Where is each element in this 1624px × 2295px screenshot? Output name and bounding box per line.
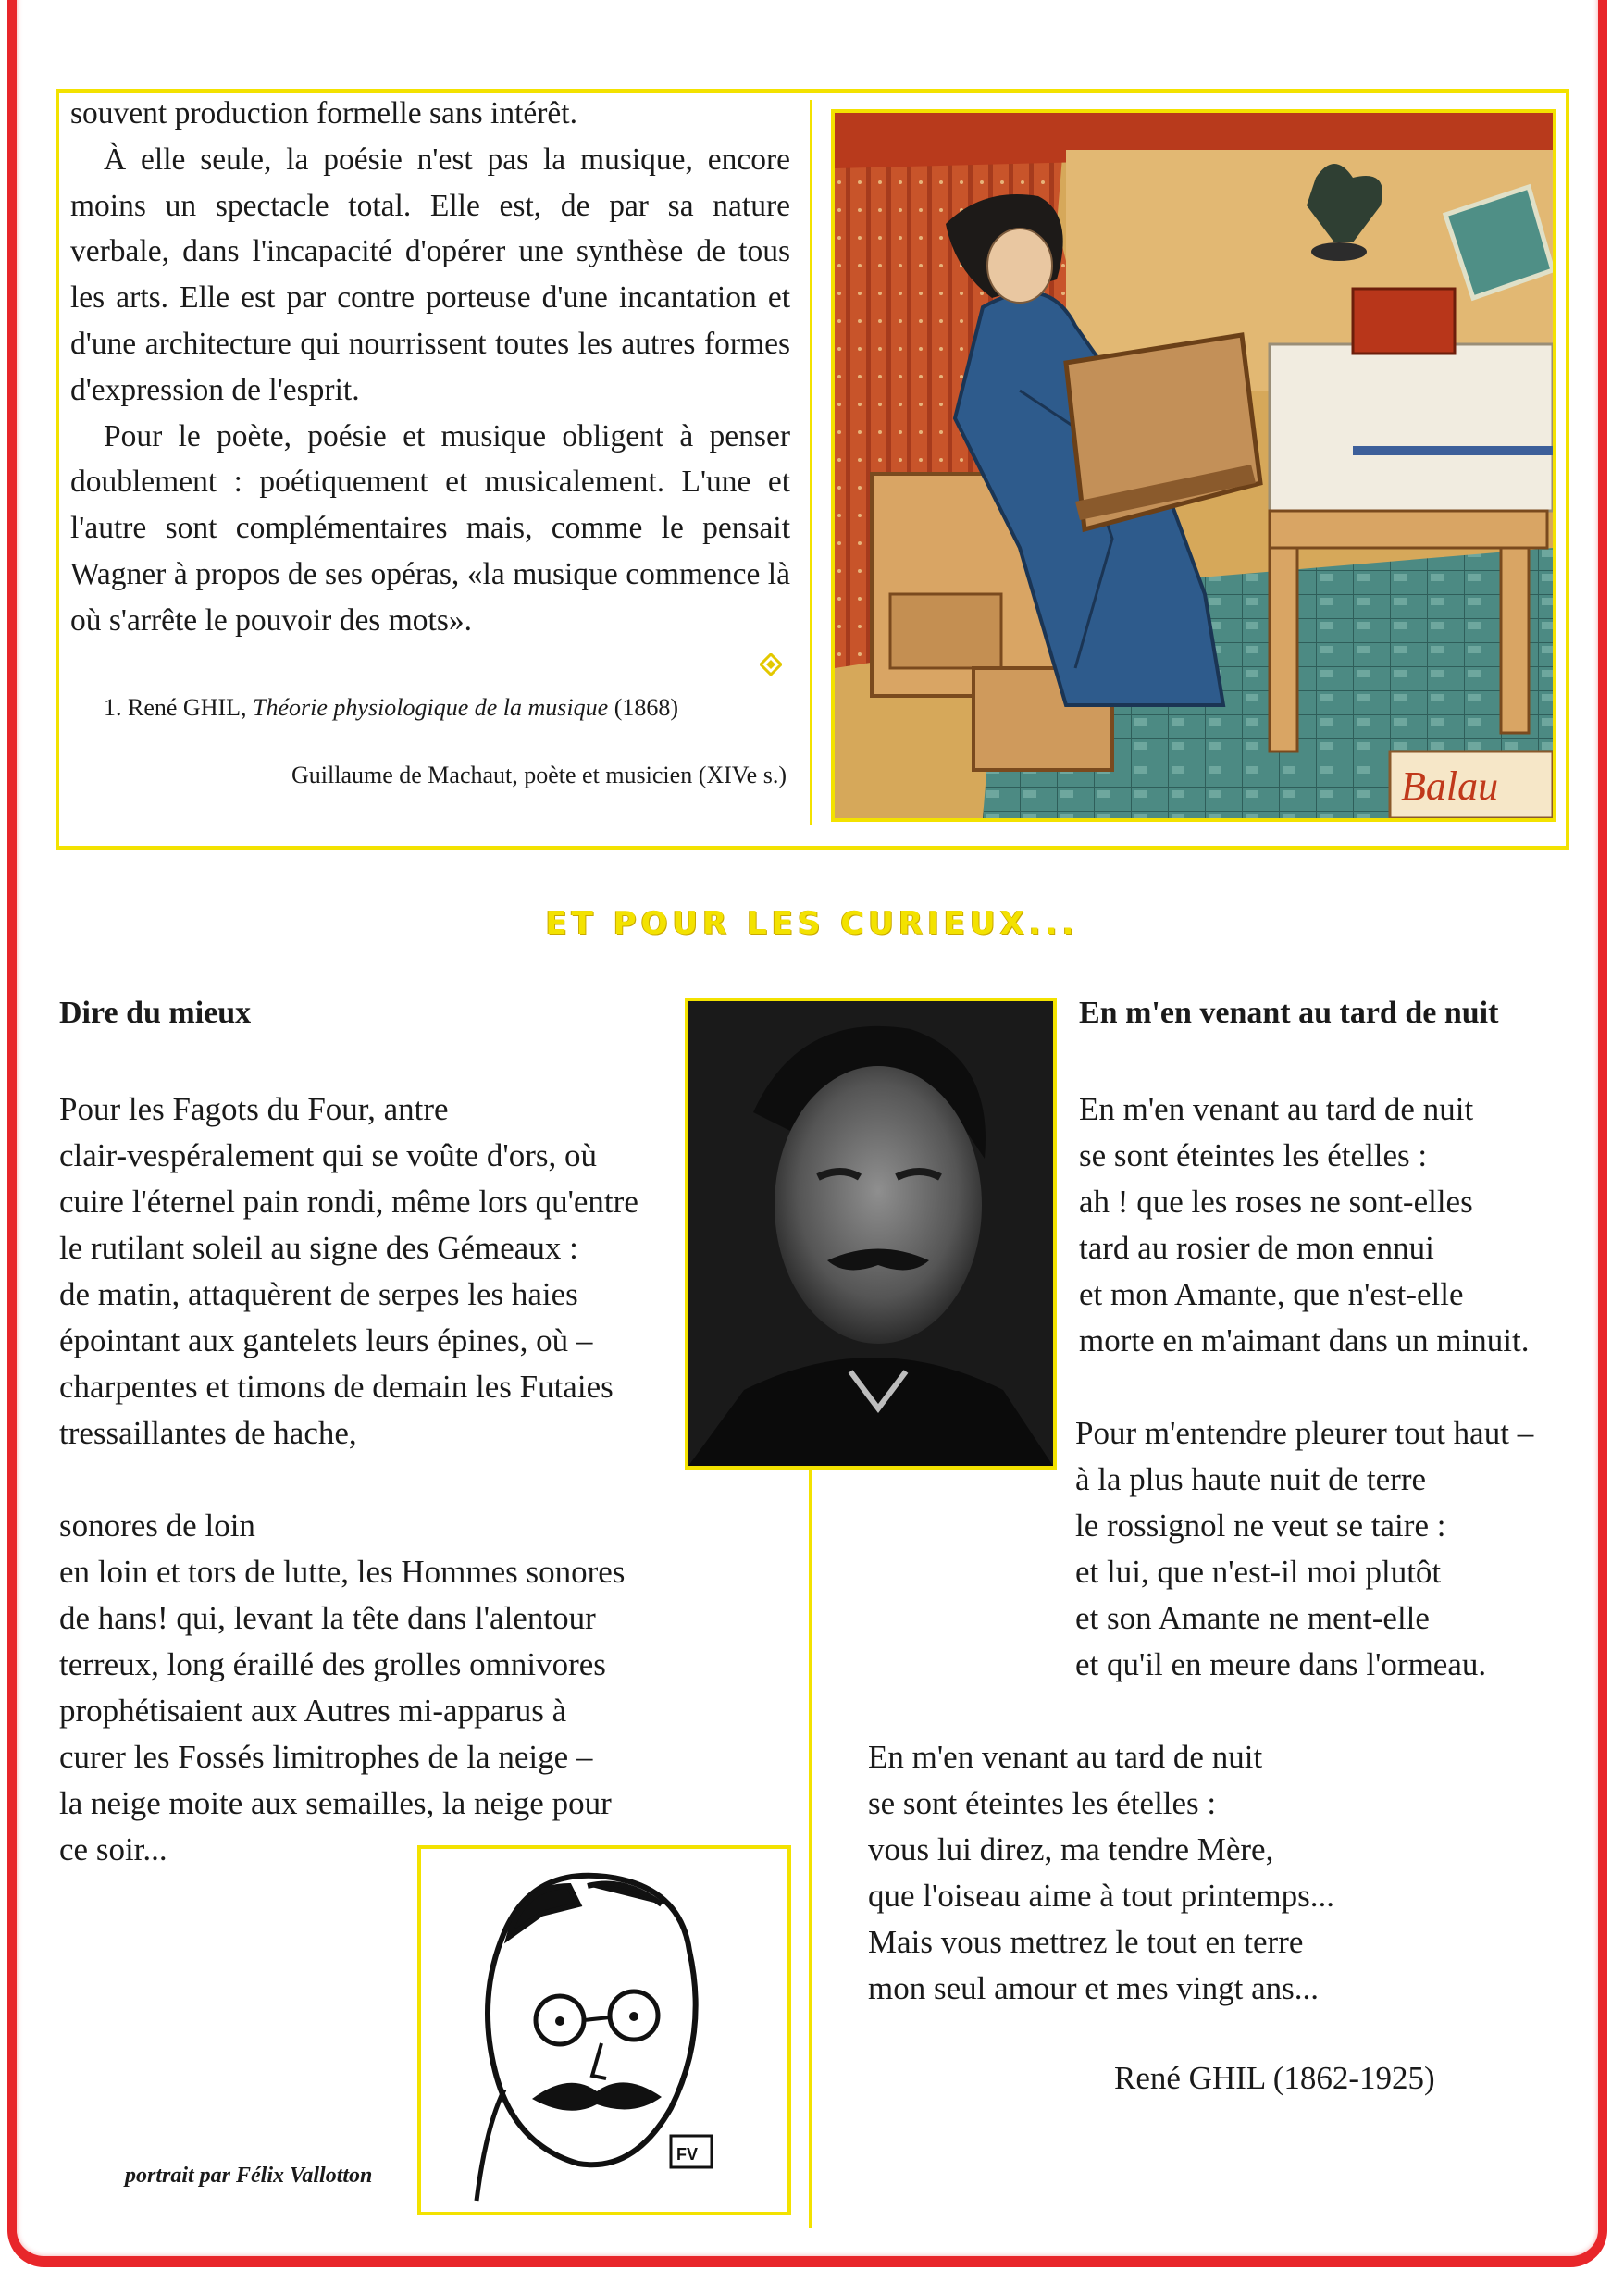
manuscript-illustration bbox=[831, 109, 1556, 822]
paragraph-3: Pour le poète, poésie et musique obligent à penser doublement : poétiquement et musicalement. L'une et l'autre sont complémentaires mais, comme le pensait Wagner à propos de ses opéras, «la musique commence là où s'arrête le pouvoir des mots». bbox=[70, 418, 790, 638]
footnote bbox=[104, 694, 678, 722]
poem-right-title: En m'en venant au tard de nuit bbox=[1079, 996, 1499, 1030]
manuscript-image bbox=[835, 113, 1553, 818]
section-title: ET POUR LES CURIEUX... bbox=[545, 905, 1079, 942]
poem-right-stanza-1: En m'en venant au tard de nuit se sont éteintes les ételles : ah ! que les roses ne sont-elles tard au rosier de mon ennui et mon Amante, que n'est-elle morte en m'aimant dans un minuit. bbox=[1079, 1091, 1530, 1358]
author-signature: René GHIL (1862-1925) bbox=[1114, 2060, 1435, 2096]
paragraph-2: À elle seule, la poésie n'est pas la musique, encore moins un spectacle total. Elle est, de par sa nature verbale, dans l'incapacité d'opérer une synthèse de tous les arts. Elle est par contre porteuse d'une incantation et d'une architecture qui nourrissent toutes les autres formes d'expression de l'esprit. bbox=[70, 142, 790, 407]
paragraph-1: souvent production formelle sans intérêt. bbox=[70, 96, 577, 130]
author-photo bbox=[685, 998, 1057, 1470]
poem-left-title: Dire du mieux bbox=[59, 996, 252, 1030]
column-divider-bottom bbox=[809, 1470, 812, 2228]
poem-right-stanza-2: Pour m'entendre pleurer tout haut – à la plus haute nuit de terre le rossignol ne veut se taire : et lui, que n'est-il moi plutôt et son Amante ne ment-elle et qu'il en meure dans l'ormeau. bbox=[1075, 1415, 1534, 1682]
vallotton-sketch-image bbox=[421, 1849, 787, 2212]
poem-right-stanza-3: En m'en venant au tard de nuit se sont éteintes les ételles : vous lui direz, ma tendre Mère, que l'oiseau aime à tout printemps... Mais vous mettrez le tout en terre mon seul amour et mes vingt ans... bbox=[868, 1739, 1334, 2006]
footnote-prefix: 1. René GHIL, bbox=[104, 694, 254, 721]
image-caption: Guillaume de Machaut, poète et musicien (XIVe s.) bbox=[291, 762, 787, 788]
poem-left-text: Pour les Fagots du Four, antre clair-vespéralement qui se voûte d'ors, où cuire l'éternel pain rondi, même lors qu'entre le rutilant soleil au signe des Gémeaux : de matin, attaquèrent de serpes les haies épointant aux gantelets leurs épines, où – charpentes et timons de demain les Futaies tressaillantes de hache, sonores de loin en loin et tors de lutte, les Hommes sonores de hans! qui, levant la tête dans l'alentour terreux, long éraillé des grolles omnivores prophétisaient aux Autres mi-apparus à curer les Fossés limitrophes de la neige – la neige moite aux semailles, la neige pour ce soir... bbox=[59, 1091, 638, 1867]
footnote-title: Théorie physiologique de la musique bbox=[253, 694, 609, 721]
footnote-suffix: (1868) bbox=[608, 694, 679, 721]
body-text bbox=[70, 91, 790, 644]
column-divider-top bbox=[810, 100, 812, 825]
sketch-caption: portrait par Félix Vallotton bbox=[125, 2164, 373, 2188]
diamond-ornament-icon bbox=[760, 653, 782, 676]
sketch-monogram: FV bbox=[676, 2145, 699, 2164]
manuscript-label: Balau bbox=[1401, 763, 1499, 809]
author-photo-image bbox=[688, 1001, 1053, 1466]
vallotton-portrait bbox=[417, 1845, 791, 2215]
